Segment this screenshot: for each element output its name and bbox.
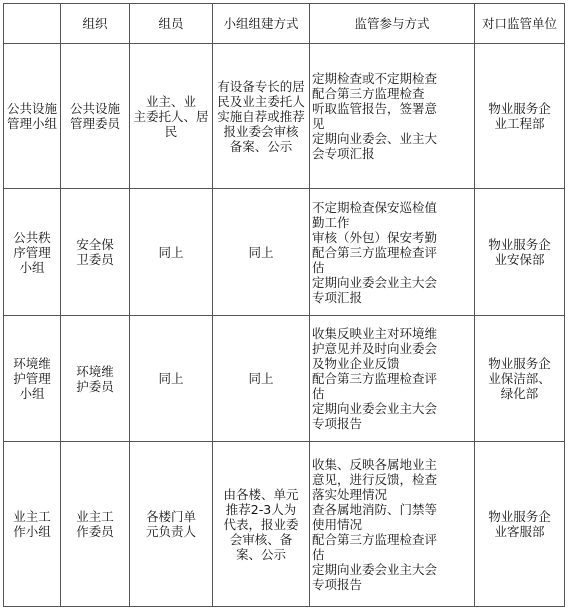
cell-line: 听取监管报告，签署意 (312, 101, 438, 116)
cell-line: 估 (312, 259, 325, 275)
cell-line: 元负责人 (145, 524, 196, 539)
cell-line: 同上 (158, 244, 184, 260)
supervision-cell (310, 316, 475, 442)
header-row (4, 4, 565, 44)
cell-line: 配合第三方监理检查评 (312, 531, 438, 547)
cell-line: 同上 (158, 371, 184, 386)
cell-line: 备案、公示 (229, 138, 293, 154)
cell-line: 及物业企业反馈 (312, 356, 400, 371)
cell-line: 定期检查或不定期检查 (312, 71, 438, 86)
cell-line: 配合第三方监理检查评 (312, 244, 438, 260)
cell-line: 业工程部 (494, 116, 545, 131)
cell-line: 业主工 (76, 509, 114, 524)
cell-line: 业保洁部、 (488, 371, 551, 386)
cell-line: 业客服部 (494, 524, 545, 539)
cell-line: 落实处理情况 (312, 486, 388, 502)
cell-line: 定期向业委会业主大会 (312, 401, 438, 416)
header-cell-blank (4, 4, 61, 44)
cell-line: 配合第三方监理检查评 (312, 371, 438, 386)
cell-line: 收集、反映各属地业主 (312, 456, 438, 472)
cell-line: 主委托人、居 (133, 108, 209, 124)
org-cell (61, 442, 130, 607)
cell-line: 案、公示 (235, 546, 286, 562)
cell-line: 护委员 (76, 378, 114, 394)
supervision-cell (310, 189, 475, 316)
cell-line: 物业服务企 (488, 509, 551, 524)
cell-line: 有设备专长的居 (217, 78, 305, 94)
table-row (4, 44, 565, 189)
group-cell (4, 442, 61, 607)
cell-line: 环境维 (76, 363, 114, 379)
formation-cell (213, 442, 310, 607)
cell-line: 各楼门单 (145, 509, 196, 524)
unit-cell (475, 316, 565, 442)
cell-line: 同上 (248, 244, 274, 260)
cell-line: 定期向业委会、业主大 (312, 131, 438, 146)
unit-cell (475, 189, 565, 316)
cell-line: 报业委会审核 (223, 123, 299, 139)
cell-line: 会专项汇报 (312, 146, 375, 161)
cell-line: 公共设施 (6, 101, 57, 116)
cell-line: 查各属地消防、门禁等 (312, 501, 438, 517)
cell-line: 业主、业 (145, 93, 196, 109)
group-cell (4, 44, 61, 189)
unit-cell (475, 44, 565, 189)
cell-line: 专项报告 (312, 576, 363, 592)
cell-line: 护管理 (13, 371, 51, 386)
cell-line: 作小组 (13, 524, 51, 539)
header-cell-members: 组员 (130, 4, 213, 44)
formation-cell (213, 44, 310, 189)
cell-line: 公共秩 (13, 229, 51, 245)
cell-line: 估 (312, 386, 325, 401)
cell-line: 物业服务企 (488, 237, 551, 252)
supervision-cell (310, 442, 475, 607)
group-cell (4, 189, 61, 316)
cell-line: 管理委员 (69, 116, 120, 131)
group-cell (4, 316, 61, 442)
supervision-cell (310, 44, 475, 189)
header-cell-formation: 小组组建方式 (213, 4, 310, 44)
cell-line: 由各楼、单元 (223, 486, 299, 502)
cell-line: 使用情况 (312, 516, 363, 532)
cell-line: 作委员 (76, 524, 114, 539)
cell-line: 卫委员 (76, 252, 114, 267)
cell-line: 审核（外包）保安考勤 (312, 229, 438, 245)
formation-cell (213, 189, 310, 316)
cell-line: 业安保部 (494, 252, 545, 267)
cell-line: 专项报告 (312, 416, 363, 431)
formation-cell (213, 316, 310, 442)
members-cell (130, 44, 213, 189)
cell-line: 代表，报业委 (223, 516, 299, 532)
cell-line: 绿化部 (500, 386, 539, 401)
table-row (4, 189, 565, 316)
cell-line: 公共设施 (69, 101, 120, 116)
cell-line: 小组 (19, 259, 45, 275)
cell-line: 业主工 (13, 509, 51, 524)
cell-line: 意见，进行反馈，检查 (312, 471, 438, 487)
members-cell (130, 189, 213, 316)
members-cell (130, 316, 213, 442)
cell-line: 配合第三方监理检查 (312, 86, 425, 101)
cell-line: 定期向业委会业主大会 (312, 274, 438, 290)
cell-line: 勤工作 (312, 214, 350, 230)
unit-cell (475, 442, 565, 607)
cell-line: 不定期检查保安巡检值 (312, 199, 438, 215)
cell-line: 物业服务企 (488, 101, 551, 116)
cell-line: 专项汇报 (312, 289, 363, 305)
cell-line: 收集反映业主对环境维 (312, 326, 438, 341)
org-cell (61, 189, 130, 316)
committee-table (3, 3, 565, 607)
cell-line: 环境维 (13, 356, 51, 371)
cell-line: 同上 (248, 371, 274, 386)
table-row (4, 442, 565, 607)
org-cell (61, 44, 130, 189)
header-cell-org: 组织 (61, 4, 130, 44)
header-cell-supervision: 监管参与方式 (310, 4, 475, 44)
cell-line: 民 (164, 123, 178, 139)
cell-line: 护意见并及时向业委会 (312, 341, 438, 356)
cell-line: 民及业主委托人 (217, 93, 305, 109)
cell-line: 见 (312, 116, 325, 131)
cell-line: 物业服务企 (488, 356, 551, 371)
cell-line: 会审核、备 (229, 531, 293, 547)
cell-line: 估 (312, 546, 325, 562)
table-row (4, 316, 565, 442)
members-cell (130, 442, 213, 607)
cell-line: 序管理 (13, 244, 51, 260)
cell-line: 定期向业委会业主大会 (312, 561, 438, 577)
org-cell (61, 316, 130, 442)
header-cell-unit: 对口监管单位 (475, 4, 565, 44)
cell-line: 安全保 (76, 237, 114, 252)
cell-line: 管理小组 (6, 116, 57, 131)
cell-line: 实施自荐或推荐 (217, 108, 305, 124)
cell-line: 推荐2-3人为 (225, 501, 297, 517)
cell-line: 小组 (19, 386, 45, 401)
